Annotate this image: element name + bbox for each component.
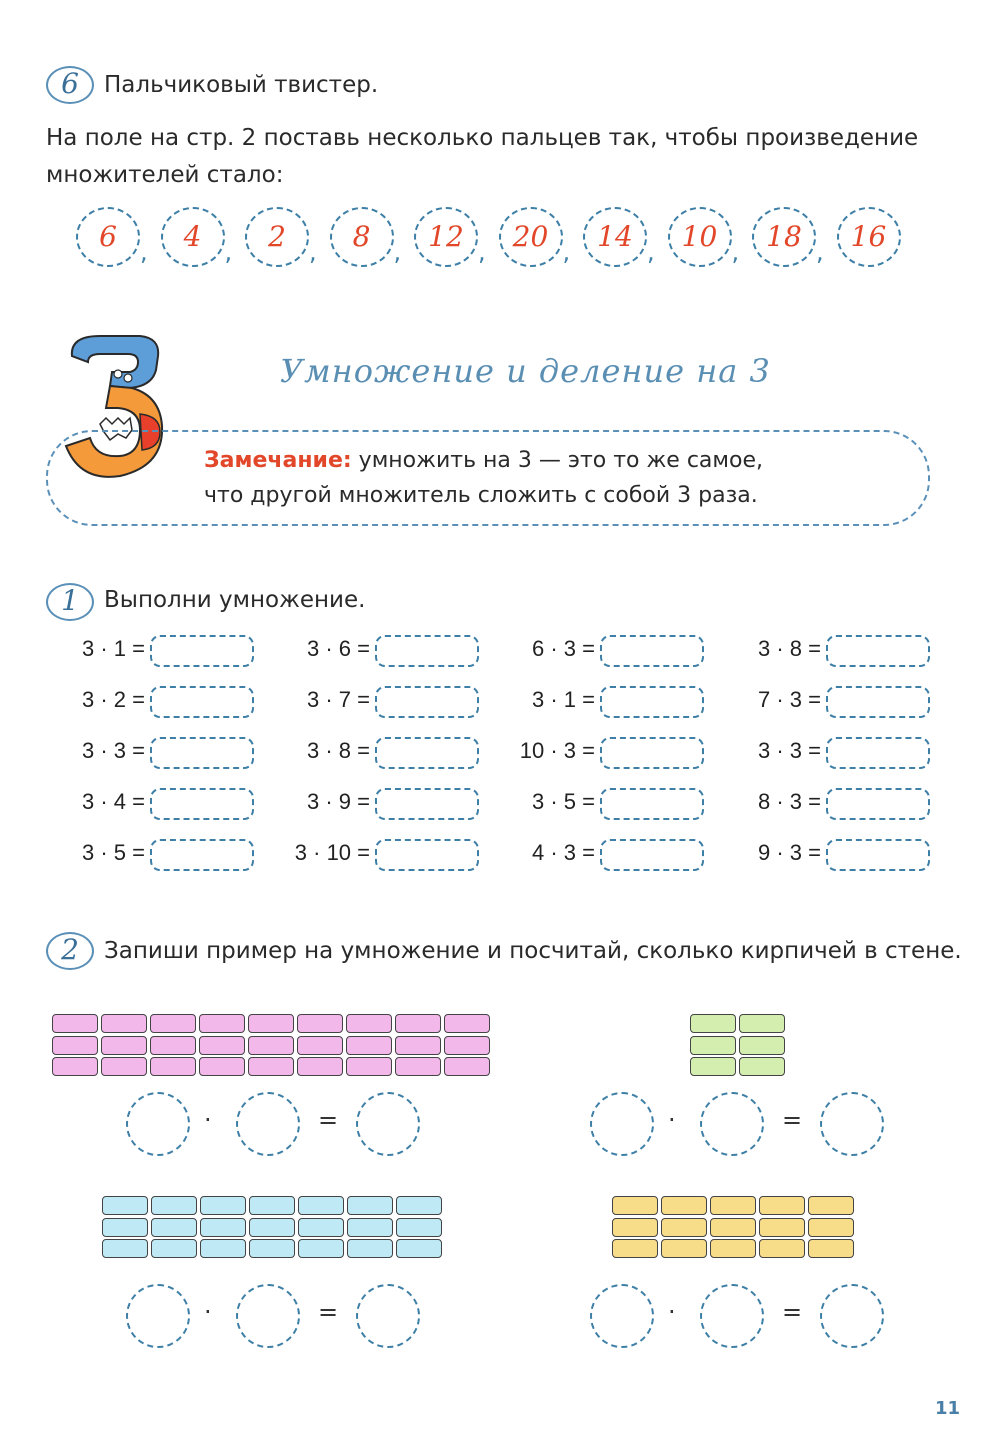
task-instruction-line1: На поле на стр. 2 поставь несколько пальцев так, чтобы произведение xyxy=(46,125,919,151)
brick xyxy=(444,1057,490,1076)
equation-answer-circle[interactable] xyxy=(590,1284,654,1348)
equals-sign: = xyxy=(318,1298,339,1326)
multiplication-expression: 3 · 3 = xyxy=(758,738,821,763)
multiplication-expression: 3 · 1 = xyxy=(532,687,595,712)
equation-answer-circle[interactable] xyxy=(126,1092,190,1156)
multiplication-expression: 10 · 3 = xyxy=(519,738,595,763)
comma-separator: , xyxy=(562,238,571,266)
equation-answer-circle[interactable] xyxy=(700,1092,764,1156)
multiply-sign: · xyxy=(204,1106,212,1134)
answer-box[interactable] xyxy=(826,839,930,871)
page-number: 11 xyxy=(934,1398,960,1419)
brick xyxy=(52,1057,98,1076)
multiply-sign: · xyxy=(668,1106,676,1134)
brick xyxy=(612,1196,658,1215)
brick xyxy=(102,1218,148,1237)
big-digit-text: 3 xyxy=(82,338,91,354)
equation-answer-circle[interactable] xyxy=(356,1284,420,1348)
equation-answer-circle[interactable] xyxy=(126,1284,190,1348)
equation-answer-circle[interactable] xyxy=(820,1092,884,1156)
multiplication-expression: 3 · 2 = xyxy=(82,687,145,712)
answer-box[interactable] xyxy=(826,686,930,718)
task-title: Пальчиковый твистер. xyxy=(104,72,379,98)
product-target-circle: 20 xyxy=(499,207,563,267)
product-target-circle: 16 xyxy=(837,207,901,267)
brick xyxy=(759,1239,805,1258)
brick xyxy=(298,1239,344,1258)
multiplication-expression: 3 · 4 = xyxy=(82,789,145,814)
multiplication-expression: 3 · 9 = xyxy=(307,789,370,814)
brick xyxy=(661,1239,707,1258)
brick xyxy=(347,1218,393,1237)
brick xyxy=(710,1218,756,1237)
equals-sign: = xyxy=(782,1106,803,1134)
brick xyxy=(346,1014,392,1033)
answer-box[interactable] xyxy=(826,635,930,667)
multiplication-expression: 4 · 3 = xyxy=(532,840,595,865)
brick xyxy=(690,1057,736,1076)
comma-separator: , xyxy=(393,238,402,266)
brick xyxy=(612,1239,658,1258)
brick xyxy=(297,1014,343,1033)
comma-separator: , xyxy=(647,238,655,266)
answer-box[interactable] xyxy=(826,788,930,820)
brick xyxy=(151,1218,197,1237)
note-label: Замечание: xyxy=(204,448,352,473)
multiplication-expression: 3 · 10 = xyxy=(294,840,370,865)
equals-sign: = xyxy=(782,1298,803,1326)
multiplication-expression: 3 · 8 = xyxy=(758,636,821,661)
brick xyxy=(249,1196,295,1215)
multiplication-expression: 6 · 3 = xyxy=(532,636,595,661)
brick xyxy=(298,1196,344,1215)
brick xyxy=(52,1036,98,1055)
answer-box[interactable] xyxy=(826,737,930,769)
brick xyxy=(150,1036,196,1055)
brick xyxy=(248,1036,294,1055)
brick xyxy=(395,1014,441,1033)
multiplication-expression: 3 · 1 = xyxy=(82,636,145,661)
brick xyxy=(444,1036,490,1055)
brick xyxy=(297,1057,343,1076)
brick xyxy=(661,1196,707,1215)
multiplication-expression: 3 · 8 = xyxy=(307,738,370,763)
comma-separator: , xyxy=(478,238,486,266)
equation-answer-circle[interactable] xyxy=(236,1284,300,1348)
brick xyxy=(199,1057,245,1076)
brick xyxy=(395,1057,441,1076)
comma-separator: , xyxy=(731,238,740,266)
brick xyxy=(710,1196,756,1215)
brick xyxy=(661,1218,707,1237)
product-target-circle: 8 xyxy=(330,207,394,267)
section-title: Умножение и деление на 3 xyxy=(280,352,771,390)
brick xyxy=(249,1218,295,1237)
brick xyxy=(739,1014,785,1033)
brick xyxy=(248,1014,294,1033)
brick xyxy=(102,1239,148,1258)
brick xyxy=(346,1036,392,1055)
product-target-circle: 12 xyxy=(414,207,478,267)
multiplication-expression: 9 · 3 = xyxy=(758,840,821,865)
brick xyxy=(808,1196,854,1215)
brick xyxy=(347,1196,393,1215)
multiplication-expression: 3 · 3 = xyxy=(82,738,145,763)
brick xyxy=(150,1014,196,1033)
brick xyxy=(808,1218,854,1237)
brick xyxy=(808,1239,854,1258)
brick xyxy=(739,1036,785,1055)
multiplication-expression: 3 · 7 = xyxy=(307,687,370,712)
equals-sign: = xyxy=(318,1106,339,1134)
equation-answer-circle[interactable] xyxy=(820,1284,884,1348)
brick xyxy=(346,1057,392,1076)
multiplication-expression: 3 · 5 = xyxy=(532,789,595,814)
product-target-circle: 14 xyxy=(583,207,647,267)
equation-answer-circle[interactable] xyxy=(700,1284,764,1348)
note-line1: умножить на 3 — это то же самое, xyxy=(358,448,763,473)
brick xyxy=(102,1196,148,1215)
product-target-circle: 6 xyxy=(76,207,140,267)
brick xyxy=(200,1196,246,1215)
brick xyxy=(101,1014,147,1033)
product-target-circle: 4 xyxy=(161,207,225,267)
equation-answer-circle[interactable] xyxy=(236,1092,300,1156)
brick xyxy=(739,1057,785,1076)
comma-separator: , xyxy=(140,238,148,266)
brick xyxy=(298,1218,344,1237)
product-target-circle: 2 xyxy=(245,207,309,267)
task-number-badge: 2 xyxy=(46,932,94,970)
brick xyxy=(297,1036,343,1055)
note-text xyxy=(204,443,763,513)
brick xyxy=(150,1057,196,1076)
task-number-badge: 1 xyxy=(46,583,94,621)
comma-separator: , xyxy=(309,238,317,266)
multiply-sign: · xyxy=(668,1298,676,1326)
brick xyxy=(759,1218,805,1237)
brick xyxy=(248,1057,294,1076)
brick xyxy=(396,1196,442,1215)
brick xyxy=(101,1057,147,1076)
task-title: Выполни умножение. xyxy=(104,587,366,613)
equation-answer-circle[interactable] xyxy=(590,1092,654,1156)
multiply-sign: · xyxy=(204,1298,212,1326)
brick xyxy=(444,1014,490,1033)
brick xyxy=(759,1196,805,1215)
brick xyxy=(101,1036,147,1055)
brick xyxy=(200,1239,246,1258)
multiplication-expression: 3 · 5 = xyxy=(82,840,145,865)
brick xyxy=(347,1239,393,1258)
brick xyxy=(690,1036,736,1055)
brick xyxy=(52,1014,98,1033)
brick xyxy=(690,1014,736,1033)
comma-separator: , xyxy=(816,238,824,266)
equation-answer-circle[interactable] xyxy=(356,1092,420,1156)
product-target-circle: 18 xyxy=(752,207,816,267)
multiplication-expression: 8 · 3 = xyxy=(758,789,821,814)
task-title: Запиши пример на умножение и посчитай, сколько кирпичей в стене. xyxy=(104,938,962,964)
brick xyxy=(395,1036,441,1055)
task-instruction-line2: множителей стало: xyxy=(46,162,284,188)
comma-separator: , xyxy=(224,238,233,266)
brick xyxy=(396,1239,442,1258)
brick xyxy=(151,1196,197,1215)
brick xyxy=(199,1036,245,1055)
brick xyxy=(710,1239,756,1258)
product-target-circle: 10 xyxy=(668,207,732,267)
note-line2: что другой множитель сложить с собой 3 раза. xyxy=(204,483,758,508)
task-number-badge: 6 xyxy=(46,66,94,104)
multiplication-expression: 3 · 6 = xyxy=(307,636,370,661)
brick xyxy=(199,1014,245,1033)
brick xyxy=(151,1239,197,1258)
brick xyxy=(396,1218,442,1237)
brick xyxy=(200,1218,246,1237)
brick xyxy=(612,1218,658,1237)
brick xyxy=(249,1239,295,1258)
multiplication-expression: 7 · 3 = xyxy=(758,687,821,712)
